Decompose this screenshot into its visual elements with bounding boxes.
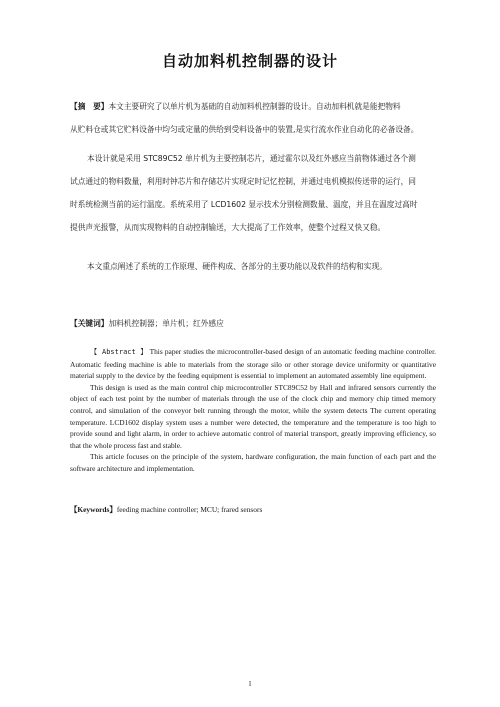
keywords-en-text: feeding machine controller; MCU; frared sensors [116,505,263,514]
abstract-en-para2 [70,382,436,452]
abstract-cn-para1 [70,95,436,141]
abstract-en-para3-text: This article focuses on the principle of the system, hardware configuration, the main function of each part and the software architecture and implementation. [70,452,436,473]
page-number: I [248,680,252,688]
abstract-en-label: 【 Abstract 】 [90,348,148,356]
abstract-cn-para3-text: 本文重点阐述了系统的工作原理、硬件构成、各部分的主要功能以及软件的结构和实现。 [87,262,387,271]
abstract-cn-label: 【摘 要】 [70,102,109,111]
keywords-cn-label: 【关键词】 [70,319,109,328]
abstract-en [70,346,436,475]
abstract-cn-para2 [70,147,436,239]
keywords-en-label: 【Keywords】 [70,505,117,514]
abstract-en-para3 [70,451,436,474]
abstract-cn-para2-line1: 本设计就是采用 STC89C52 单片机为主要控制芯片，通过霍尔以及红外感应当前物体通过各个测 [87,154,416,163]
abstract-cn-para3 [70,255,436,278]
abstract-cn-para2-line3: 时系统检测当前的运行温度。系统采用了 LCD1602 显示技术分别检测数量、温度，并且在温度过高时 [70,200,418,209]
keywords-cn-text: 加料机控制器；单片机；红外感应 [108,319,224,328]
abstract-cn-para2-line2: 试点通过的物料数量，利用时钟芯片和存储芯片实现定时记忆控制，并通过电机模拟传送带的运行，同 [70,177,416,186]
abstract-cn-para1-line1: 本文主要研究了以单片机为基础的自动加料机控制器的设计。自动加料机就是能把物料 [108,102,401,111]
abstract-cn-para1-line2: 从贮料仓或其它贮料设备中均匀或定量的供给到受料设备中的装置,是实行流水作业自动化的必备设备。 [70,125,419,134]
abstract-cn-para2-line4: 提供声光报警，从而实现物料的自动控制输送，大大提高了工作效率，使整个过程又快又稳。 [70,223,386,232]
document-title: 自动加料机控制器的设计 [161,52,338,70]
abstract-en-para1 [70,346,436,382]
keywords-en [70,504,436,515]
abstract-en-para2-text: This design is used as the main control chip microcontroller STC89C52 by Hall and infrared sensors currently the object of each test point by the number of materials through the use of the clock chip and memory chip timed memory control, and simulation of the conveyor belt running through the motor, while the system detects The current operating temperature. LCD1602 display system uses a number were detected, the temperature and the temperature is too high to provide sound and light alarm, in order to achieve automatic control of material transport, greatly improving efficiency, so that the whole process fast and stable. [70,382,436,450]
keywords-cn [70,318,436,329]
abstract-en-para1-text: This paper studies the microcontroller-based design of an automatic feeding machine controller. Automatic feeding machine is able to materials from the storage silo or other storage device uniformity or quantitative material supply to the device by the feeding equipment is essential to implement an automated assembly line equipment. [70,347,436,381]
